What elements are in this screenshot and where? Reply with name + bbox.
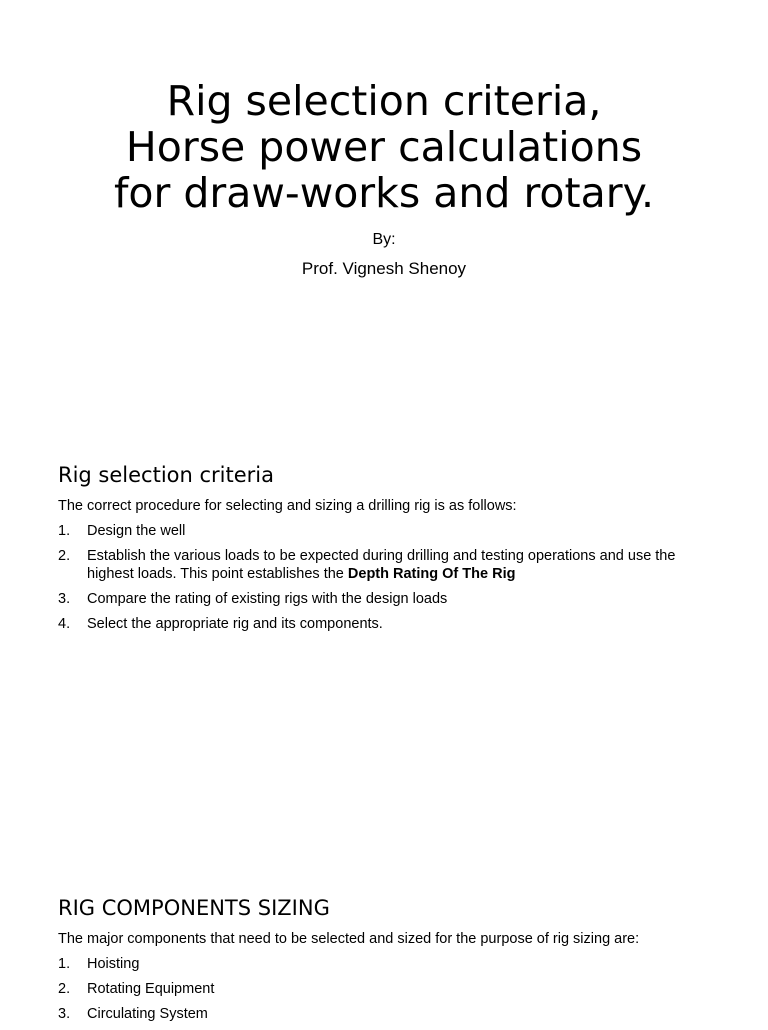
- title-line-3: for draw-works and rotary.: [113, 169, 655, 217]
- list-number: 3.: [58, 1006, 71, 1022]
- list-item: [58, 547, 718, 583]
- list-text: Hoisting: [87, 956, 140, 972]
- section-heading: RIG COMPONENTS SIZING: [58, 896, 330, 920]
- section-intro: The major components that need to be selected and sized for the purpose of rig sizing are:: [58, 931, 640, 947]
- title-block: [0, 78, 768, 216]
- numbered-list: [58, 522, 718, 633]
- list-text: Circulating System: [87, 1006, 208, 1022]
- list-text: Rotating Equipment: [87, 981, 215, 997]
- section-intro: The correct procedure for selecting and sizing a drilling rig is as follows:: [58, 498, 517, 514]
- depth-rating-emphasis: Depth Rating Of The Rig: [347, 566, 516, 582]
- list-number: 2.: [58, 548, 71, 564]
- list-item: [58, 590, 718, 608]
- title-line-2: Horse power calculations: [125, 123, 643, 171]
- list-item: [58, 522, 718, 540]
- section-heading: Rig selection criteria: [58, 463, 274, 487]
- list-number: 2.: [58, 981, 71, 997]
- list-number: 1.: [58, 956, 71, 972]
- by-label: By:: [372, 231, 396, 248]
- author-name: Prof. Vignesh Shenoy: [301, 259, 467, 278]
- section-rig-components: [58, 894, 718, 1030]
- numbered-list: [58, 955, 718, 1023]
- list-text: Compare the rating of existing rigs with the design loads: [87, 591, 448, 607]
- list-number: 3.: [58, 591, 71, 607]
- list-number: 4.: [58, 616, 71, 632]
- section-rig-selection: [58, 461, 718, 640]
- list-text: Select the appropriate rig and its components.: [87, 616, 383, 632]
- list-item: [58, 955, 718, 973]
- list-text: Establish the various loads to be expected during drilling and testing operations and use the highest loads. This point establishes the: [87, 548, 676, 582]
- list-item: [58, 1005, 718, 1023]
- title-line-1: Rig selection criteria,: [166, 77, 602, 125]
- list-item: [58, 615, 718, 633]
- list-text: Design the well: [87, 523, 186, 539]
- list-item: [58, 980, 718, 998]
- list-number: 1.: [58, 523, 71, 539]
- main-title: [0, 78, 768, 216]
